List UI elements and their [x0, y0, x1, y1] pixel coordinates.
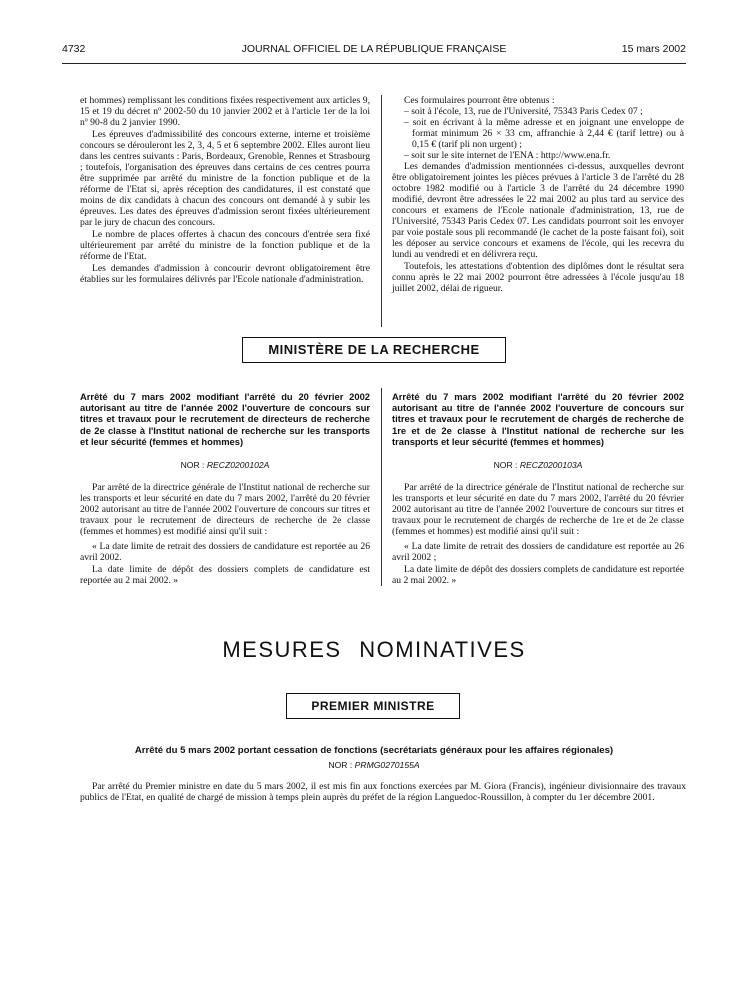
- paragraph: et hommes) remplissant les conditions fixées respectivement aux articles 9, 15 et 19 du décret nº 2002-50 du 10 janvier 2002 et à l'article 1er de la loi nº 90-8 du 2 janvier 1990.: [80, 95, 370, 128]
- paragraph: La date limite de dépôt des dossiers complets de candidature est reportée au 2 mai 2002. »: [80, 564, 370, 586]
- paragraph: Les demandes d'admission mentionnées ci-dessus, auxquelles devront être obligatoirement jointes les pièces prévues à l'article 3 de l'arrêté du 28 octobre 1982 modifié ou à l'article 3 de l'arrêté du 24 décembre 1990 modifié, devront être adressées le 22 mai 2002 au plus tard au service des concours et examens de l'Ecole nationale d'administration, 13, rue de l'Université, 75343 Paris Cedex 07. Les candidats pourront soit les envoyer par voie postale sous pli recommandé (le cachet de la poste faisant foi), soit les déposer au service concours et examens de l'école, qui les recevra du lundi au vendredi et en délivrera reçu.: [392, 161, 684, 260]
- top-right-column: [392, 95, 684, 294]
- arrete-right-title: Arrêté du 7 mars 2002 modifiant l'arrêté du 20 février 2002 autorisant au titre de l'année 2002 l'ouverture de concours sur titres et travaux pour le recrutement de chargés de recherche de 1re et de 2e classe à l'Institut national de recherche sur les transports et leur sécurité (femmes et hommes): [392, 391, 684, 447]
- page-number: 4732: [62, 43, 86, 55]
- nor-label: NOR :: [328, 760, 353, 770]
- nor-reference-right: [392, 460, 684, 470]
- arrete-bottom-title: Arrêté du 5 mars 2002 portant cessation de fonctions (secrétariats généraux pour les affaires régionales): [134, 745, 614, 756]
- nor-code: RECZ0200103A: [519, 460, 583, 470]
- paragraph: Par arrêté de la directrice générale de l'Institut national de recherche sur les transports et leur sécurité en date du 7 mars 2002, l'arrêté du 20 février 2002 autorisant au titre de l'année 2002 l'ouverture de concours sur titres et travaux pour le recrutement de chargés de recherche de 1re et de 2e classe (femmes et hommes) est modifié ainsi qu'il suit :: [392, 482, 684, 537]
- nor-label: NOR :: [493, 460, 518, 470]
- paragraph: « La date limite de retrait des dossiers de candidature est reportée au 26 avril 2002.: [80, 541, 370, 563]
- paragraph: « La date limite de retrait des dossiers de candidature est reportée au 26 avril 2002 ;: [392, 541, 684, 563]
- nor-code: PRMG0270155A: [354, 760, 420, 770]
- nor-code: RECZ0200102A: [206, 460, 270, 470]
- section-title: MESURES NOMINATIVES: [222, 637, 526, 662]
- arrete-right-body: [392, 482, 684, 586]
- form-sources-list: [392, 106, 684, 161]
- arrete-bottom-body: Par arrêté du Premier ministre en date du 5 mars 2002, il est mis fin aux fonctions exercées par M. Giora (Francis), ingénieur divisionnaire des travaux publics de l'Etat, en qualité de chargé de mission à temps plein auprès du préfet de la région Languedoc-Roussillon, à compter du 1er décembre 2001.: [80, 781, 686, 803]
- paragraph: Le nombre de places offertes à chacun des concours d'entrée sera fixé ultérieurement par arrêté du ministre de la fonction publique et de la réforme de l'Etat.: [80, 229, 370, 262]
- premier-ministre-heading: PREMIER MINISTRE: [286, 693, 460, 719]
- nor-label: NOR :: [180, 460, 205, 470]
- header-rule: [62, 63, 686, 64]
- list-item: – soit à l'école, 13, rue de l'Université, 75343 Paris Cedex 07 ;: [400, 106, 684, 117]
- page-header: [62, 43, 686, 59]
- list-item: – soit sur le site internet de l'ENA : http://www.ena.fr.: [400, 150, 684, 161]
- paragraph: Par arrêté de la directrice générale de l'Institut national de recherche sur les transports et leur sécurité en date du 7 mars 2002, l'arrêté du 20 février 2002 autorisant au titre de l'année 2002 l'ouverture de concours sur titres et travaux pour le recrutement de directeurs de recherche de 2e classe (femmes et hommes) est modifié ainsi qu'il suit :: [80, 482, 370, 537]
- list-item: – soit en écrivant à la même adresse et en joignant une enveloppe de format minimum 26 × 33 cm, affranchie à 2,44 € (tarif lettre) ou à 0,15 € (tarif pli non urgent) ;: [400, 117, 684, 150]
- ministry-heading: MINISTÈRE DE LA RECHERCHE: [242, 337, 506, 363]
- paragraph: Ces formulaires pourront être obtenus :: [404, 95, 555, 106]
- nor-reference-left: [80, 460, 370, 470]
- nor-reference-bottom: [62, 760, 686, 770]
- paragraph: La date limite de dépôt des dossiers complets de candidature est reportée au 2 mai 2002. »: [392, 564, 684, 586]
- journal-title: JOURNAL OFFICIEL DE LA RÉPUBLIQUE FRANÇAISE: [241, 43, 507, 55]
- paragraph: Toutefois, les attestations d'obtention des diplômes dont le résultat sera connu après le 22 mai 2002 pourront être adressées à l'école jusqu'au 18 juillet 2002, délai de rigueur.: [392, 261, 684, 294]
- column-divider: [381, 95, 382, 327]
- top-left-column: [80, 95, 370, 285]
- paragraph: Les épreuves d'admissibilité des concours externe, interne et troisième concours se dérouleront les 2, 3, 4, 5 et 6 septembre 2002. Elles auront lieu dans les centres suivants : Paris, Bordeaux, Grenoble, Rennes et Strasbourg ; toutefois, l'organisation des épreuves dans certains de ces centres pourra être supprimée par arrêté du ministre de la fonction publique et de la réforme de l'Etat si, après réception des candidatures, il est constaté que moins de dix candidats à chacun des concours ont demandé à y subir les épreuves. Les dates des épreuves d'admission seront fixées ultérieurement par le jury de chacun des concours.: [80, 129, 370, 228]
- issue-date: 15 mars 2002: [621, 43, 686, 55]
- paragraph: Les demandes d'admission à concourir devront obligatoirement être établies sur les formulaires délivrés par l'Ecole nationale d'administration.: [80, 263, 370, 285]
- column-divider: [381, 388, 382, 586]
- arrete-left-title: Arrêté du 7 mars 2002 modifiant l'arrêté du 20 février 2002 autorisant au titre de l'année 2002 l'ouverture de concours sur titres et travaux pour le recrutement de directeurs de recherche de 2e classe à l'Institut national de recherche sur les transports et leur sécurité (femmes et hommes): [80, 391, 370, 447]
- arrete-left-body: [80, 482, 370, 586]
